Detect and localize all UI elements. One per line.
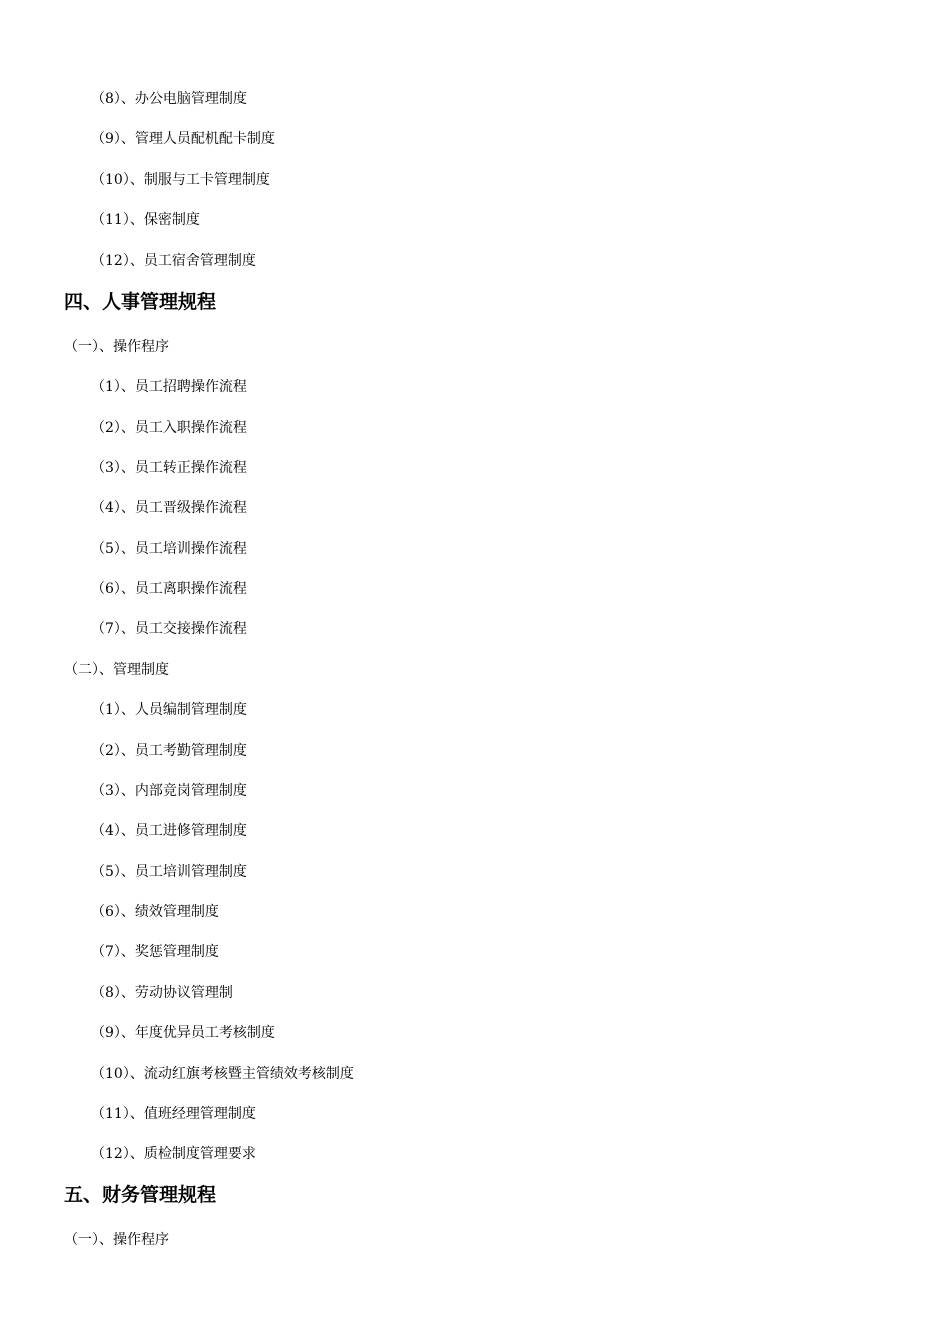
list-item: （6）、员工离职操作流程 — [91, 581, 247, 597]
list-item: （3）、内部竞岗管理制度 — [91, 783, 247, 799]
subsection-heading: （一）、操作程序 — [64, 339, 169, 355]
list-item: （9）、管理人员配机配卡制度 — [91, 131, 275, 147]
list-item: （8）、劳动协议管理制 — [91, 985, 233, 1001]
subsection-heading: （一）、操作程序 — [64, 1232, 169, 1248]
section-heading: 五、财务管理规程 — [64, 1184, 217, 1206]
section-heading: 四、人事管理规程 — [64, 291, 217, 313]
subsection-heading: （二）、管理制度 — [64, 662, 169, 678]
list-item: （11）、保密制度 — [91, 212, 200, 228]
list-item: （5）、员工培训管理制度 — [91, 864, 247, 880]
list-item: （1）、人员编制管理制度 — [91, 702, 247, 718]
list-item: （4）、员工进修管理制度 — [91, 823, 247, 839]
list-item: （12）、质检制度管理要求 — [91, 1146, 256, 1162]
list-item: （8）、办公电脑管理制度 — [91, 91, 247, 107]
list-item: （10）、制服与工卡管理制度 — [91, 172, 270, 188]
list-item: （1）、员工招聘操作流程 — [91, 379, 247, 395]
list-item: （12）、员工宿舍管理制度 — [91, 253, 256, 269]
list-item: （3）、员工转正操作流程 — [91, 460, 247, 476]
list-item: （7）、员工交接操作流程 — [91, 621, 247, 637]
list-item: （2）、员工入职操作流程 — [91, 420, 247, 436]
list-item: （6）、绩效管理制度 — [91, 904, 219, 920]
list-item: （7）、奖惩管理制度 — [91, 944, 219, 960]
list-item: （11）、值班经理管理制度 — [91, 1106, 256, 1122]
list-item: （4）、员工晋级操作流程 — [91, 500, 247, 516]
list-item: （10）、流动红旗考核暨主管绩效考核制度 — [91, 1066, 354, 1082]
list-item: （5）、员工培训操作流程 — [91, 541, 247, 557]
list-item: （2）、员工考勤管理制度 — [91, 743, 247, 759]
list-item: （9）、年度优异员工考核制度 — [91, 1025, 275, 1041]
